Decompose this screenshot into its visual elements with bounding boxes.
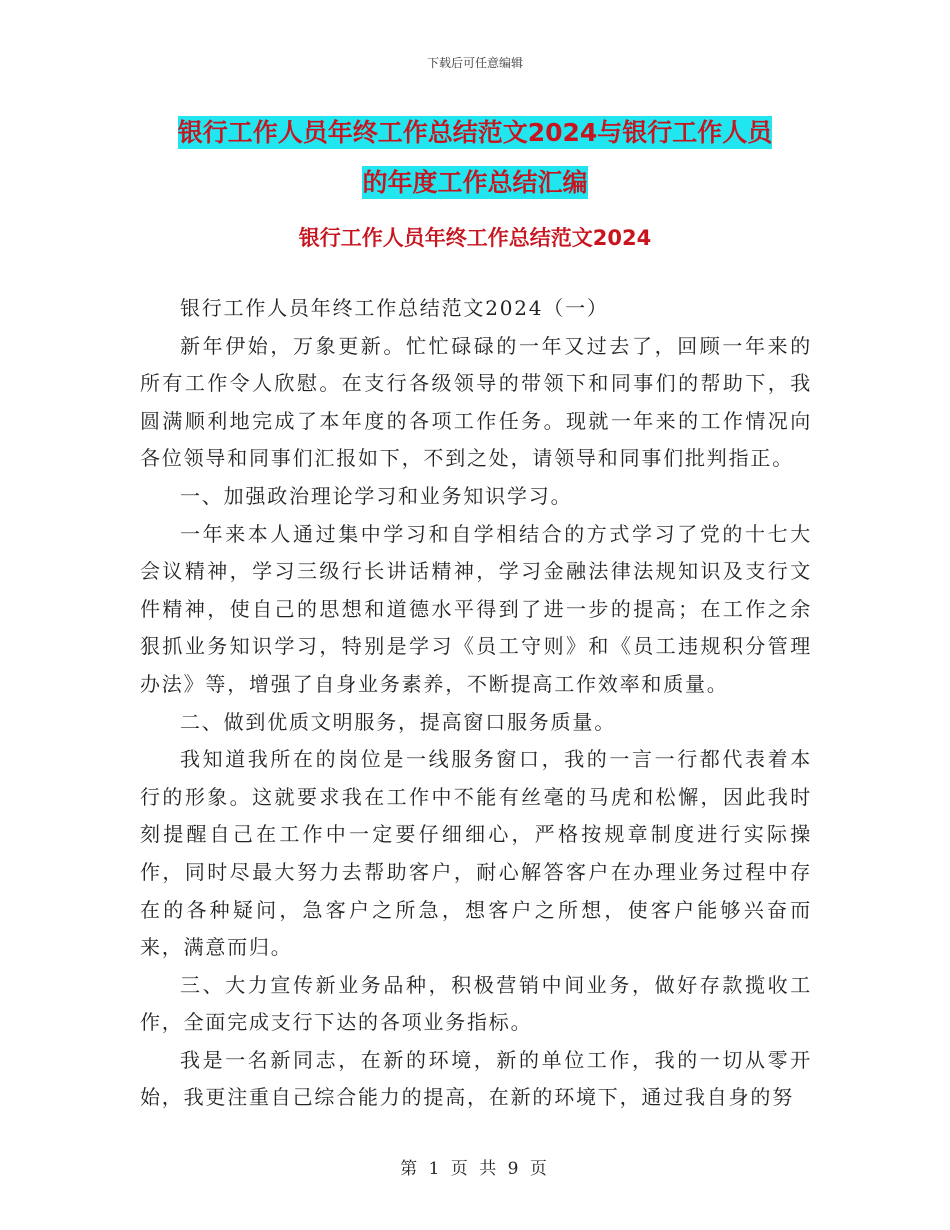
header-note: 下载后可任意编辑 xyxy=(426,56,523,70)
page-footer: 第 1 页 共 9 页 xyxy=(400,1159,550,1179)
paragraph: 银行工作人员年终工作总结范文2024（一） xyxy=(180,296,609,320)
document-title-line-2: 的年度工作总结汇编 xyxy=(362,168,588,197)
document-body xyxy=(140,290,812,1117)
document-title-line-1: 银行工作人员年终工作总结范文2024与银行工作人员 xyxy=(177,118,773,147)
paragraph-heading: 一、加强政治理论学习和业务知识学习。 xyxy=(180,483,573,508)
paragraph: 我是一名新同志，在新的环境，新的单位工作，我的一切从零开始，我更注重自己综合能力的提高，在新的环境下，通过我自身的努 xyxy=(140,1047,812,1110)
section-title: 银行工作人员年终工作总结范文2024 xyxy=(298,226,652,250)
paragraph-heading: 三、大力宣传新业务品种，积极营销中间业务，做好存款揽收工作，全面完成支行下达的各项业务指标。 xyxy=(140,972,812,1035)
paragraph-heading: 二、做到优质文明服务，提高窗口服务质量。 xyxy=(180,709,616,734)
paragraph: 新年伊始，万象更新。忙忙碌碌的一年又过去了，回顾一年来的所有工作令人欣慰。在支行各级领导的带领下和同事们的帮助下，我圆满顺利地完成了本年度的各项工作任务。现就一年来的工作情况向各位领导和同事们汇报如下，不到之处，请领导和同事们批判指正。 xyxy=(140,333,812,471)
document-title xyxy=(140,108,810,208)
paragraph: 一年来本人通过集中学习和自学相结合的方式学习了党的十七大会议精神，学习三级行长讲话精神，学习金融法律法规知识及支行文件精神，使自己的思想和道德水平得到了进一步的提高；在工作之余狠抓业务知识学习，特别是学习《员工守则》和《员工违规积分管理办法》等，增强了自身业务素养，不断提高工作效率和质量。 xyxy=(140,521,812,696)
paragraph: 我知道我所在的岗位是一线服务窗口，我的一言一行都代表着本行的形象。这就要求我在工作中不能有丝毫的马虎和松懈，因此我时刻提醒自己在工作中一定要仔细细心，严格按规章制度进行实际操作，同时尽最大努力去帮助客户，耐心解答客户在办理业务过程中存在的各种疑问，急客户之所急，想客户之所想，使客户能够兴奋而来，满意而归。 xyxy=(140,747,812,960)
